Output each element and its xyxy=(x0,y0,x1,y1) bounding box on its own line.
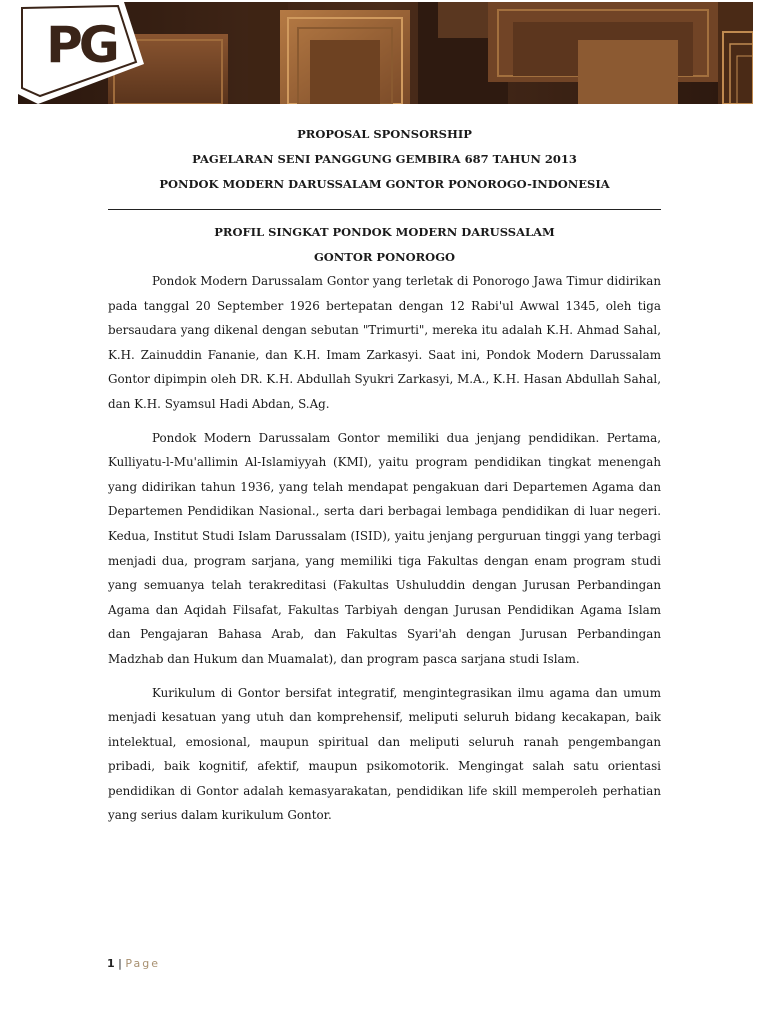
document-body xyxy=(108,122,661,837)
title-divider xyxy=(108,209,661,210)
paragraph-education-levels: Pondok Modern Darussalam Gontor memiliki dua jenjang pendidikan. Pertama, Kulliyatu-l-Mu'allimin Al-Islamiyyah (KMI), yaitu program pendidikan tingkat menengah yang didirikan tahun 1936, yang telah mendapat pengakuan dari Departemen Agama dan Departemen Pendidikan Nasional., serta dari berbagai lembaga pendidikan di luar negeri. Kedua, Institut Studi Islam Darussalam (ISID), yaitu jenjang perguruan tinggi yang terbagi menjadi dua, program sarjana, yang memiliki tiga Fakultas dengan enam program studi yang semuanya telah terakreditasi (Fakultas Ushuluddin dengan Jurusan Perbandingan Agama dan Aqidah Filsafat, Fakultas Tarbiyah dengan Jurusan Pendidikan Agama Islam dan Pengajaran Bahasa Arab, dan Fakultas Syari'ah dengan Jurusan Perbandingan Madzhab dan Hukum dan Muamalat), dan program pasca sarjana studi Islam. xyxy=(108,430,661,666)
paragraph-history: Pondok Modern Darussalam Gontor yang terletak di Ponorogo Jawa Timur didirikan pada tanggal 20 September 1926 bertepatan dengan 12 Rabi'ul Awwal 1345, oleh tiga bersaudara yang dikenal dengan sebutan "Trimurti", mereka itu adalah K.H. Ahmad Sahal, K.H. Zainuddin Fananie, dan K.H. Imam Zarkasyi. Saat ini, Pondok Modern Darussalam Gontor dipimpin oleh DR. K.H. Abdullah Syukri Zarkasyi, M.A., K.H. Hasan Abdullah Sahal, dan K.H. Syamsul Hadi Abdan, S.Ag. xyxy=(108,274,661,411)
institution-title: PONDOK MODERN DARUSSALAM GONTOR PONOROGO-INDONESIA xyxy=(159,177,610,191)
page-footer xyxy=(107,957,160,970)
paragraph-curriculum: Kurikulum di Gontor bersifat integratif, mengintegrasikan ilmu agama dan umum menjadi kesatuan yang utuh dan komprehensif, meliputi seluruh bidang kecakapan, baik intelektual, emosional, maupun spiritual dan meliputi seluruh ranah pengembangan pribadi, baik kognitif, afektif, maupun psikomotorik. Mengingat salah satu orientasi pendidikan di Gontor adalah kemasyarakatan, pendidikan life skill memperoleh perhatian yang serius dalam kurikulum Gontor. xyxy=(108,685,661,823)
footer-separator: | xyxy=(118,957,122,970)
pg-logo xyxy=(18,2,144,104)
event-title: PAGELARAN SENI PANGGUNG GEMBIRA 687 TAHUN 2013 xyxy=(192,152,577,166)
page-number: 1 xyxy=(107,957,115,970)
section-heading-line1: PROFIL SINGKAT PONDOK MODERN DARUSSALAM xyxy=(214,225,555,239)
page-label: Page xyxy=(125,957,161,970)
logo-text: PG xyxy=(46,16,116,74)
section-heading-line2: GONTOR PONOROGO xyxy=(313,249,456,264)
header-banner xyxy=(18,2,753,104)
proposal-title: PROPOSAL SPONSORSHIP xyxy=(297,127,472,141)
